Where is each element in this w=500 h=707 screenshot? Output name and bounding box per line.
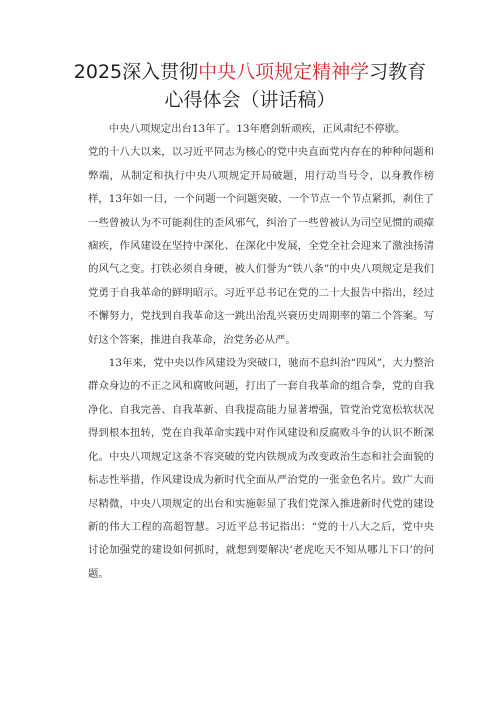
paragraph-1: 中央八项规定出台13年了。13年磨剑斩顽疾，正风肃纪不停歇。 <box>108 123 406 135</box>
document-title <box>40 58 460 114</box>
title-suffix: 习教育 <box>369 61 427 83</box>
title-highlight: 中央八项规定精神学 <box>198 61 370 83</box>
paragraph-3: 13年来，党中央以作风建设为突破口，驰而不息纠治“四风”，大力整治群众身边的不正之风和腐败问题，打出了一套自我革命的组合拳，党的自我净化、自我完善、自我革新、自我提高能力显著增强，管党治党宽松软状况得到根本扭转，党在自我革命实践中对作风建设和反腐败斗争的认识不断深化。中央八项规定这条不容突破的党内铁规成为改变政治生态和社会面貌的标志性举措，作风建设成为新时代全面从严治党的一张金色名片。致广大而尽精微，中央八项规定的出台和实施彰显了我们党深入推进新时代党的建设新的伟大工程的高超智慧。习近平总书记指出：“党的十八大之后，党中央讨论加强党的建设如何抓时，就想到要解决‘老虎吃天不知从哪儿下口’的问题。 <box>88 357 434 580</box>
title-line-2: 心得体会（讲话稿） <box>164 89 336 111</box>
document-body <box>88 118 434 586</box>
paragraph-2: 党的十八大以来，以习近平同志为核心的党中央直面党内存在的种种问题和弊端，从制定和执行中央八项规定开局破题，用行动当号令，以身教作榜样，13年如一日，一个问题一个问题突破、一个节点一个节点紧抓，刹住了一些曾被认为不可能刹住的歪风邪气，纠治了一些曾被认为司空见惯的顽瘴痼疾，作风建设在坚持中深化、在深化中发展，全党全社会迎来了激浊扬清的风气之变。打铁必须自身硬，被人们誉为“铁八条”的中央八项规定是我们党勇于自我革命的鲜明昭示。习近平总书记在党的二十大报告中指出，经过不懈努力，党找到自我革命这一跳出治乱兴衰历史周期率的第二个答案。写好这个答案，推进自我革命，治党务必从严。 <box>88 146 434 346</box>
title-line-1 <box>40 58 460 86</box>
title-prefix: 2025深入贯彻 <box>73 61 199 83</box>
